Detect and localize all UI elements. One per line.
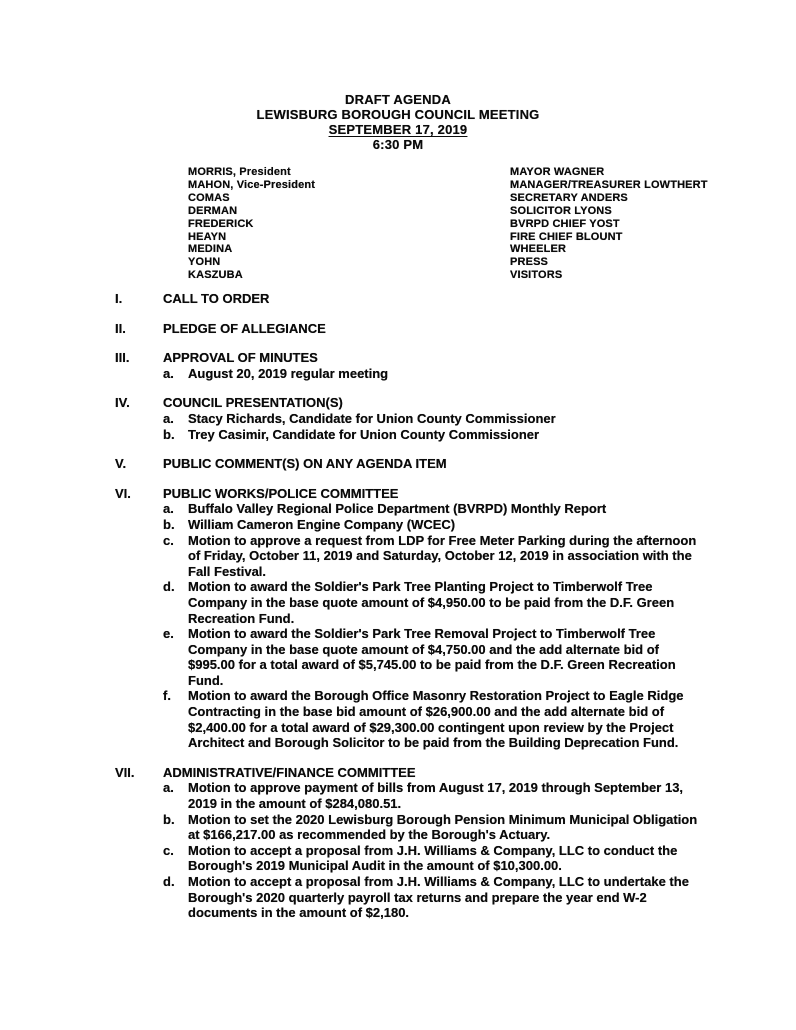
- agenda-item: [163, 874, 733, 921]
- section-content: [163, 486, 733, 751]
- agenda-item: [163, 533, 733, 580]
- section-numeral: VI.: [115, 485, 131, 501]
- attendee-name: KASZUBA: [188, 269, 243, 282]
- attendee-name: SOLICITOR LYONS: [510, 204, 612, 217]
- attendee-name: FIRE CHIEF BLOUNT: [510, 230, 623, 243]
- attendee-name: PRESS: [510, 256, 549, 269]
- attendee-name: COMAS: [188, 191, 230, 204]
- attendee-name: WHEELER: [510, 243, 567, 256]
- agenda-item: [163, 427, 733, 443]
- section-heading: APPROVAL OF MINUTES: [163, 350, 318, 366]
- section-heading: PUBLIC COMMENT(S) ON ANY AGENDA ITEM: [163, 456, 447, 472]
- agenda-section: [115, 350, 733, 381]
- item-letter: a.: [163, 780, 174, 796]
- item-letter: a.: [163, 365, 174, 381]
- agenda-section: [115, 765, 733, 921]
- section-heading: PLEDGE OF ALLEGIANCE: [163, 320, 326, 336]
- section-content: [163, 765, 733, 921]
- item-text: Buffalo Valley Regional Police Department (BVRPD) Monthly Report: [188, 501, 607, 517]
- attendee-name: MORRIS, President: [188, 166, 291, 178]
- item-text: Motion to accept a proposal from J.H. Williams & Company, LLC to conduct the Borough's 2019 Municipal Audit in the amount of $10,300.00.: [188, 842, 678, 874]
- section-content: [163, 321, 733, 337]
- agenda-section: [115, 321, 733, 337]
- item-letter: a.: [163, 501, 174, 517]
- agenda-item: [163, 812, 733, 843]
- agenda-list: [115, 291, 733, 935]
- attendees-block: [188, 166, 756, 282]
- item-text: Motion to award the Soldier's Park Tree Planting Project to Timberwolf Tree Company in the base quote amount of $4,950.00 to be paid from the D.F. Green Recreation Fund.: [188, 579, 675, 626]
- section-numeral: VII.: [115, 764, 135, 780]
- section-numeral: III.: [115, 350, 130, 366]
- attendee-name: YOHN: [188, 256, 221, 269]
- section-heading: ADMINISTRATIVE/FINANCE COMMITTEE: [163, 764, 416, 780]
- agenda-item: [163, 780, 733, 811]
- agenda-item: [163, 626, 733, 688]
- item-letter: d.: [163, 579, 175, 595]
- section-content: [163, 350, 733, 381]
- agenda-item: [163, 843, 733, 874]
- section-content: [163, 456, 733, 472]
- item-letter: c.: [163, 532, 174, 548]
- item-text: Stacy Richards, Candidate for Union County Commissioner: [188, 410, 556, 426]
- agenda-item: [163, 366, 733, 382]
- attendee-name: VISITORS: [510, 269, 563, 282]
- attendee-name: MANAGER/TREASURER LOWTHERT: [510, 178, 708, 191]
- item-text: Motion to accept a proposal from J.H. Williams & Company, LLC to undertake the Borough's 2020 quarterly payroll tax returns and prepare the year end W-2 documents in the amount of $2,180.: [188, 874, 689, 921]
- item-letter: b.: [163, 516, 175, 532]
- attendee-name: MEDINA: [188, 243, 233, 256]
- section-numeral: V.: [115, 456, 127, 472]
- document-title-draft-agenda: DRAFT AGENDA: [345, 92, 451, 107]
- attendee-name: BVRPD CHIEF YOST: [510, 217, 620, 230]
- agenda-section: [115, 486, 733, 751]
- agenda-item: [163, 501, 733, 517]
- section-numeral: IV.: [115, 395, 130, 411]
- agenda-item: [163, 688, 733, 750]
- item-text: Motion to approve payment of bills from August 17, 2019 through September 13, 2019 in the amount of $284,080.51.: [188, 780, 684, 812]
- document-title-meeting-date: SEPTEMBER 17, 2019: [328, 122, 468, 137]
- item-letter: c.: [163, 842, 174, 858]
- attendee-name: FREDERICK: [188, 217, 254, 230]
- item-text: Motion to set the 2020 Lewisburg Borough Pension Minimum Municipal Obligation at $166,217.00 as recommended by the Borough's Actuary.: [188, 811, 698, 843]
- item-letter: e.: [163, 626, 174, 642]
- item-text: Motion to award the Borough Office Masonry Restoration Project to Eagle Ridge Contracting in the base bid amount of $26,900.00 and the add alternate bid of $2,400.00 for a total award of $29,300.00 contingent upon review by the Project Architect and Borough Solicitor to be paid from the Building Deprecation Fund.: [188, 688, 684, 751]
- attendee-name: MAHON, Vice-President: [188, 178, 316, 191]
- agenda-section: [115, 456, 733, 472]
- section-numeral: II.: [115, 320, 126, 336]
- item-letter: a.: [163, 410, 174, 426]
- section-content: [163, 291, 733, 307]
- item-text: Trey Casimir, Candidate for Union County Commissioner: [188, 426, 540, 442]
- section-numeral: I.: [115, 291, 123, 306]
- attendee-name: HEAYN: [188, 230, 227, 243]
- item-letter: b.: [163, 811, 175, 827]
- attendee-name: SECRETARY ANDERS: [510, 191, 628, 204]
- attendees-officials-column: [510, 166, 756, 282]
- item-letter: f.: [163, 688, 171, 704]
- section-heading: COUNCIL PRESENTATION(S): [163, 395, 343, 411]
- document-title-meeting-name: LEWISBURG BOROUGH COUNCIL MEETING: [256, 107, 540, 122]
- attendee-name: MAYOR WAGNER: [510, 166, 605, 178]
- section-items: [163, 411, 733, 442]
- attendees-council-column: [188, 166, 510, 282]
- section-items: [163, 366, 733, 382]
- item-letter: b.: [163, 426, 175, 442]
- agenda-section: [115, 291, 733, 307]
- section-heading: CALL TO ORDER: [163, 291, 270, 306]
- attendee-name: DERMAN: [188, 204, 238, 217]
- document-header: [0, 92, 796, 152]
- agenda-section: [115, 395, 733, 442]
- agenda-item: [163, 579, 733, 626]
- item-text: William Cameron Engine Company (WCEC): [188, 516, 456, 532]
- item-text: Motion to approve a request from LDP for Free Meter Parking during the afternoon of Friday, October 11, 2019 and Saturday, October 12, 2019 in association with the Fall Festival.: [188, 532, 697, 579]
- document-title-meeting-time: 6:30 PM: [372, 137, 424, 152]
- agenda-item: [163, 411, 733, 427]
- item-text: Motion to award the Soldier's Park Tree Removal Project to Timberwolf Tree Company in the base quote amount of $4,750.00 and the add alternate bid of $995.00 for a total award of $5,745.00 to be paid from the D.F. Green Recreation Fund.: [188, 626, 676, 688]
- item-text: August 20, 2019 regular meeting: [188, 365, 389, 381]
- section-content: [163, 395, 733, 442]
- item-letter: d.: [163, 874, 175, 889]
- section-heading: PUBLIC WORKS/POLICE COMMITTEE: [163, 485, 399, 501]
- section-items: [163, 780, 733, 920]
- agenda-item: [163, 517, 733, 533]
- section-items: [163, 501, 733, 751]
